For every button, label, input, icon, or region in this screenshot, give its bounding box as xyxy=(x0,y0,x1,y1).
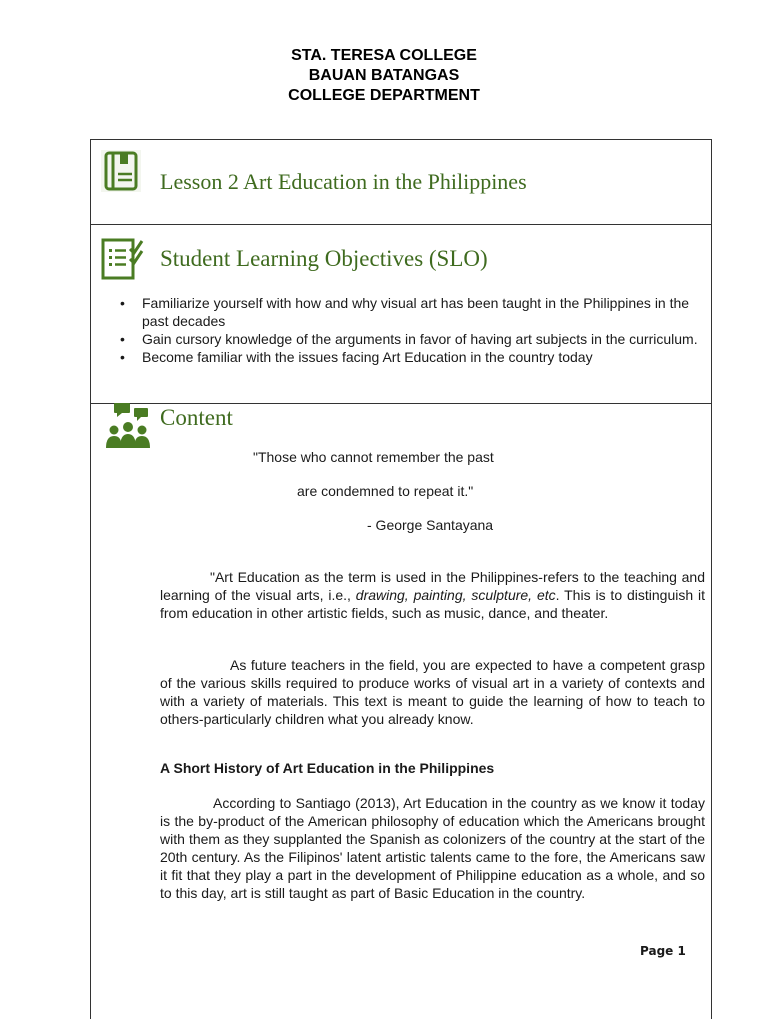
book-icon xyxy=(101,150,141,192)
college-header xyxy=(0,46,768,106)
list-item: • Gain cursory knowledge of the arguments in favor of having art subjects in the curriculum. xyxy=(142,330,708,348)
content-title: Content xyxy=(160,405,233,430)
history-paragraph: According to Santiago (2013), Art Education in the country as we know it today is the by-product of the American philosophy of education which the Americans brought with them as they supplanted the Spanish as colonizers of the country at the start of the 20th century. As the Filipinos' latent artistic talents came to the fore, the Americans saw it fit that they play a part in the development of Philippine education as a whole, and so to this day, art is still taught as part of Basic Education in the country. xyxy=(160,795,705,901)
intro-italic-text: drawing, painting, sculpture, etc xyxy=(355,587,556,603)
teachers-paragraph: As future teachers in the field, you are expected to have a competent grasp of the various skills required to produce works of visual art in a variety of contexts and with a variety of materials. This text is meant to guide the learning of how to teach to others-particularly children what you already know. xyxy=(160,657,705,727)
slo-list xyxy=(142,294,708,366)
quote-author: - George Santayana xyxy=(367,517,494,533)
page-number: Page 1 xyxy=(640,944,686,958)
section-heading: A Short History of Art Education in the Philippines xyxy=(160,760,495,776)
college-location: BAUAN BATANGAS xyxy=(308,67,460,84)
college-name: STA. TERESA COLLEGE xyxy=(291,47,477,64)
group-discussion-icon xyxy=(103,402,153,450)
intro-text: "Art Education as the term is used in the Philippines-refers to the teaching and learning of the visual arts, i.e., xyxy=(160,569,705,603)
quote-line: are condemned to repeat it." xyxy=(297,483,474,499)
lesson-title: Lesson 2 Art Education in the Philippines xyxy=(160,169,527,194)
intro-text: . This is to distinguish it from education in other artistic fields, such as music, dance, and theater. xyxy=(160,587,706,621)
list-item: • Become familiar with the issues facing Art Education in the country today xyxy=(142,348,708,366)
divider xyxy=(91,224,711,225)
list-item: • Familiarize yourself with how and why visual art has been taught in the Philippines in the past decades xyxy=(142,294,708,330)
intro-paragraph xyxy=(160,568,705,622)
college-department: COLLEGE DEPARTMENT xyxy=(288,87,480,104)
quote-line: "Those who cannot remember the past xyxy=(253,449,494,465)
slo-title: Student Learning Objectives (SLO) xyxy=(160,246,488,271)
checklist-icon xyxy=(100,235,144,281)
